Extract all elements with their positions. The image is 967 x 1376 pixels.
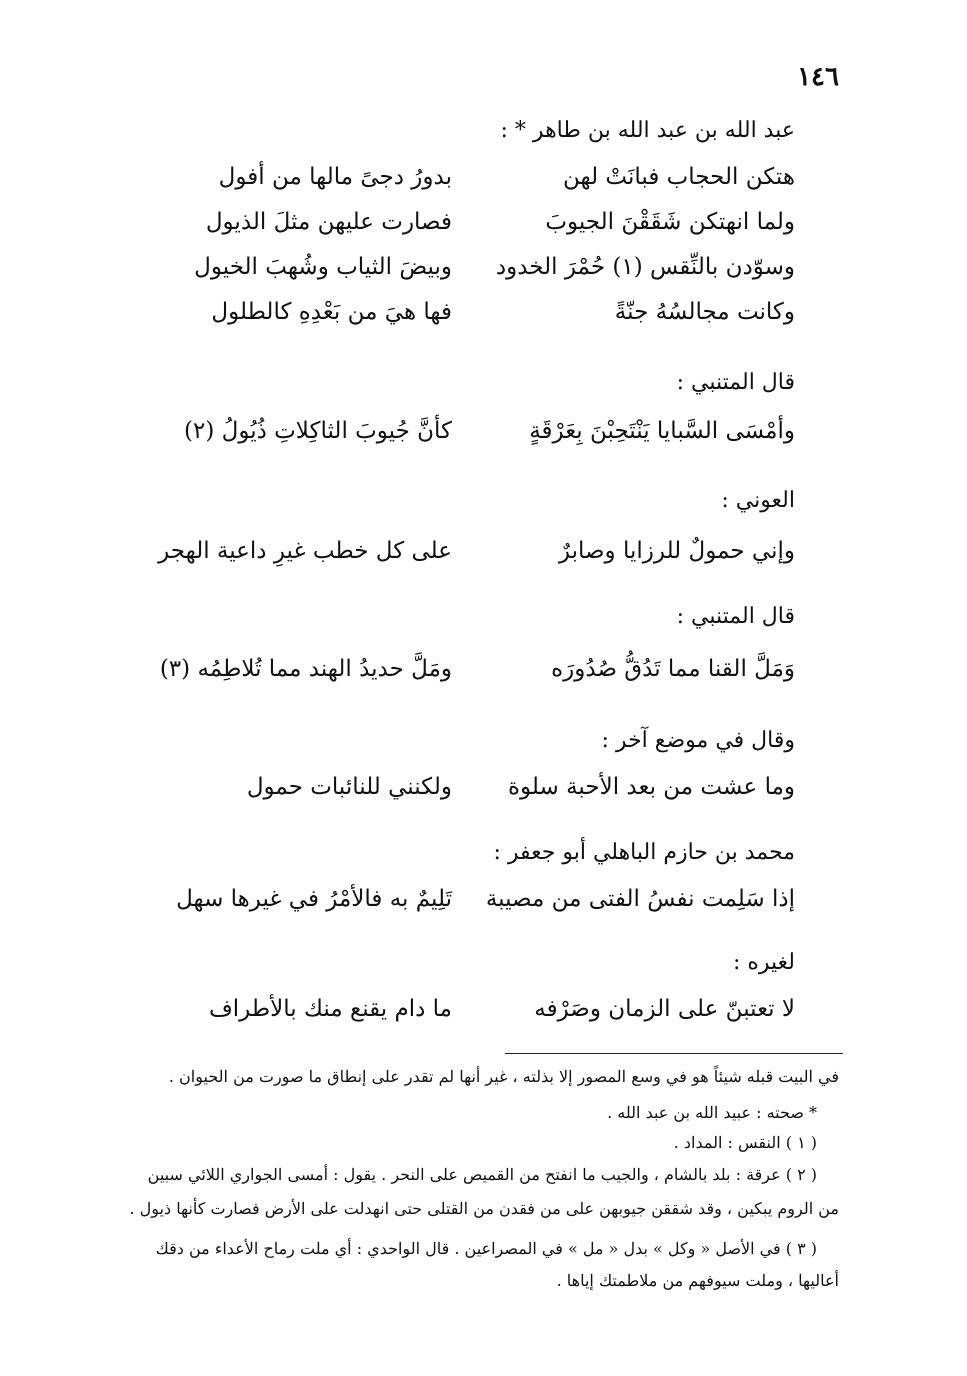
verse-first-hemistich: وأمْسَى السَّبايا يَنْتَحِبْنَ بِعَرْقَةٍ [529,418,795,444]
verse-line [112,209,795,251]
page-number: ١٤٦ [797,62,839,92]
verse-second-hemistich: بدورُ دجىً مالها من أفول [218,164,452,190]
footnote-line: أعاليها ، وملت سيوفهم من ملاطمتك إياها . [556,1271,839,1290]
poet-heading: لغيره : [732,950,795,975]
verse-line [112,299,795,341]
verse-second-hemistich: كأنَّ جُيوبَ الثاكِلاتِ ذُيُولُ (٢) [183,418,452,444]
poet-heading: عبد الله بن عبد الله بن طاهر * : [500,118,795,143]
verse-second-hemistich: ومَلَّ حديدُ الهند مما تُلاطِمُه (٣) [159,656,452,682]
verse-line [112,886,795,928]
verse-first-hemistich: وَمَلَّ القنا مما تَدُقُّ صُدُورَه [551,656,795,682]
verse-line [112,774,795,816]
verse-first-hemistich: هتكن الحجاب فبانَتْ لهن [562,164,795,190]
verse-line [112,538,795,580]
verse-second-hemistich: على كل خطب غيرِ داعية الهجر [158,538,452,564]
footnote-line: ( ٣ ) في الأصل « وكل » بدل « مل » في المصراعين . قال الواحدي : أي ملت رماح الأعداء من دقك [155,1239,817,1258]
verse-line [112,656,795,698]
verse-first-hemistich: وسوّدن بالنِّقس (١) حُمْرَ الخدود [495,254,795,280]
verse-first-hemistich: وإني حمولٌ للرزايا وصابرٌ [558,538,795,564]
poet-heading: العوني : [721,488,795,513]
footnote-line: ( ٢ ) عرقة : بلد بالشام ، والجيب ما انفتح من القميص على النحر . يقول : أمسى الجواري اللائي سبين [147,1165,817,1184]
verse-first-hemistich: ولما انهتكن شَقَقْنَ الجيوبَ [545,209,795,235]
verse-second-hemistich: فها هيَ من بَعْدِهِ كالطلول [211,299,452,325]
verse-first-hemistich: لا تعتبنّ على الزمان وصَرْفه [534,996,795,1022]
verse-first-hemistich: إذا سَلِمت نفسُ الفتى من مصيبة [485,886,795,912]
footnote-line: في البيت قبله شيئاً هو في وسع المصور إلا بذلته ، غير أنها لم تقدر على إنطاق ما صورت من الحيوان . [168,1067,839,1086]
footnote-line: * صحته : عبيد الله بن عبد الله . [607,1103,817,1122]
poet-heading: محمد بن حازم الباهلي أبو جعفر : [493,840,795,865]
poet-heading: وقال في موضع آخر : [601,728,795,753]
verse-second-hemistich: ولكنني للنائبات حمول [246,774,452,800]
verse-line [112,996,795,1038]
footnote-divider [505,1053,843,1054]
footnote-line: من الروم يبكين ، وقد شققن جيوبهن على من فقدن من القتلى حتى انهدلت على الأرض فصارت كأنها ذيول . [129,1199,839,1218]
footnote-line: ( ١ ) النقس : المداد . [673,1133,817,1152]
verse-second-hemistich: تَلِيمٌ به فالأمْرُ في غيرها سهل [176,886,452,912]
poet-heading: قال المتنبي : [676,370,795,395]
verse-line [112,254,795,296]
verse-second-hemistich: ما دام يقنع منك بالأطراف [208,996,452,1022]
verse-line [112,418,795,460]
poet-heading: قال المتنبي : [676,604,795,629]
verse-second-hemistich: وبيضَ الثياب وشُهبَ الخيول [194,254,452,280]
verse-first-hemistich: وكانت مجالسُهُ جنّةً [614,299,795,325]
verse-second-hemistich: فصارت عليهن مثلَ الذيول [205,209,452,235]
verse-line [112,164,795,206]
verse-first-hemistich: وما عشت من بعد الأحبة سلوة [507,774,795,800]
